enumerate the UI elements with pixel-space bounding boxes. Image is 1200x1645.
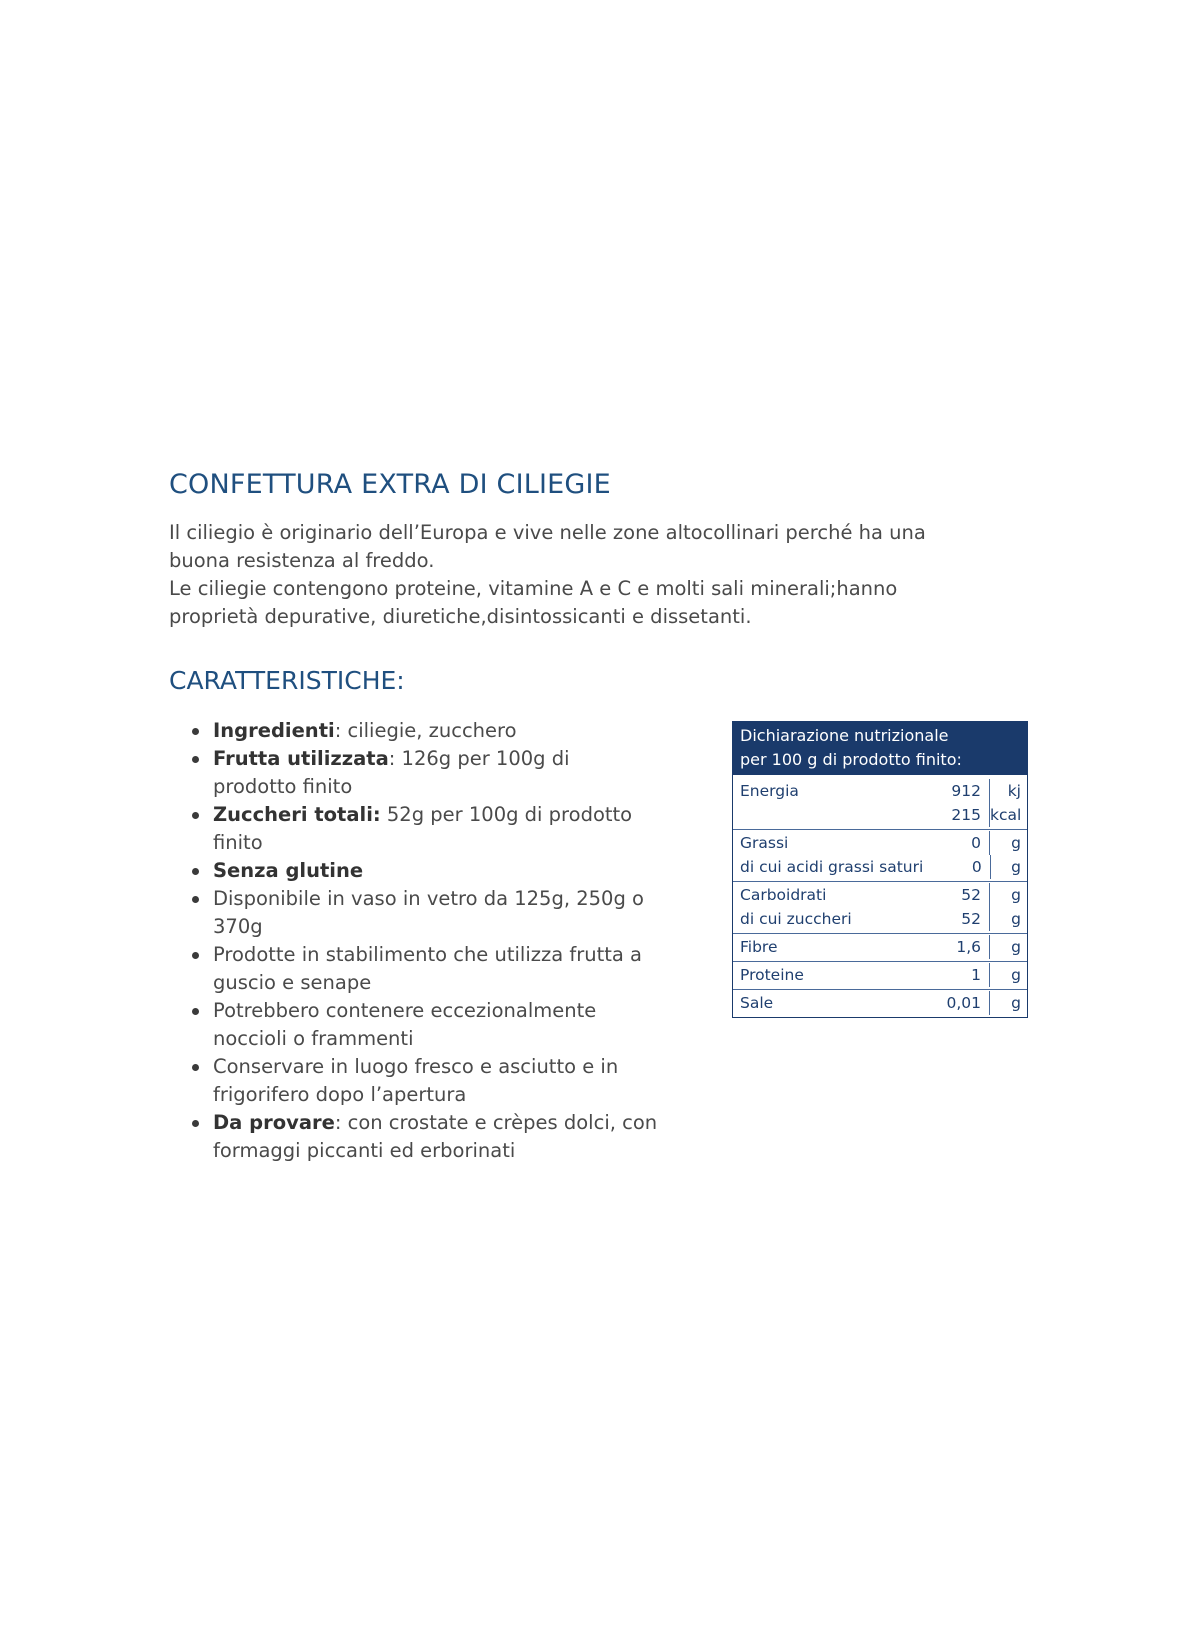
feature-text: Prodotte in stabilimento che utilizza frutta a guscio e senape [213,943,642,994]
features-list [169,717,658,1165]
feature-item [213,885,658,941]
nutrition-header [733,722,1027,775]
nutrition-group [733,990,1027,1017]
nutrition-row [733,991,1027,1015]
feature-text: : 126g per 100g di prodotto finito [213,747,570,798]
nutrition-label [733,803,921,827]
nutrition-unit: g [990,855,1027,879]
nutrition-row [733,907,1027,931]
page-title: CONFETTURA EXTRA DI CILIEGIE [169,469,611,500]
nutrition-label: Carboidrati [740,886,827,904]
nutrition-group [733,934,1027,962]
nutrition-label: di cui acidi grassi saturi [740,858,924,876]
nutrition-group [733,962,1027,990]
feature-label: Senza glutine [213,859,364,882]
feature-item [213,941,658,997]
nutrition-label: Grassi [740,834,789,852]
nutrition-row [733,831,1027,855]
nutrition-group [733,882,1027,934]
nutrition-row [733,779,1027,803]
feature-label: Ingredienti [213,719,335,742]
nutrition-label: Energia [740,782,799,800]
nutrition-unit: g [989,883,1027,907]
nutrition-row [733,963,1027,987]
nutrition-value: 912 [951,782,981,800]
feature-text: : ciliegie, zucchero [334,719,517,742]
intro-text [169,519,989,631]
nutrition-label: di cui zuccheri [740,910,852,928]
nutrition-row [733,855,1027,879]
nutrition-header-line-1: Dichiarazione nutrizionale [740,726,949,745]
feature-item [213,997,658,1053]
feature-label: Zuccheri totali: [213,803,381,826]
nutrition-unit: kj [989,779,1027,803]
nutrition-header-line-2: per 100 g di prodotto finito: [740,750,962,769]
nutrition-row [733,803,1027,827]
features-title: CARATTERISTICHE: [169,666,405,695]
feature-label: Frutta utilizzata [213,747,389,770]
intro-paragraph-2: Le ciliegie contengono proteine, vitamine A e C e molti sali minerali;hanno proprietà depurative, diuretiche,disintossicanti e dissetanti. [169,577,898,628]
feature-item [213,801,658,857]
nutrition-value: 215 [951,806,981,824]
nutrition-unit: g [989,831,1027,855]
feature-text: Conservare in luogo fresco e asciutto e in frigorifero dopo l’apertura [213,1055,619,1106]
nutrition-table [732,721,1028,1018]
feature-text: Potrebbero contenere eccezionalmente noccioli o frammenti [213,999,597,1050]
nutrition-body [733,775,1027,1017]
nutrition-value: 1 [971,966,981,984]
nutrition-label: Fibre [740,938,778,956]
nutrition-unit: g [989,907,1027,931]
nutrition-unit: g [989,935,1027,959]
nutrition-label: Proteine [740,966,804,984]
feature-label: Da provare [213,1111,335,1134]
feature-item [213,857,658,885]
nutrition-row [733,883,1027,907]
nutrition-unit: kcal [989,803,1027,827]
nutrition-group [733,778,1027,830]
product-sheet [169,468,1039,1165]
nutrition-value: 1,6 [956,938,981,956]
nutrition-group [733,830,1027,882]
nutrition-value: 52 [961,886,981,904]
nutrition-row [733,935,1027,959]
features-row [169,717,1039,1165]
nutrition-value: 0,01 [946,994,981,1012]
nutrition-value: 0 [971,858,982,876]
feature-item [213,1053,658,1109]
nutrition-value: 52 [961,910,981,928]
feature-item [213,1109,658,1165]
feature-text: 52g per 100g di prodotto finito [213,803,633,854]
nutrition-value: 0 [971,834,981,852]
feature-item [213,745,658,801]
feature-text: Disponibile in vaso in vetro da 125g, 250g o 370g [213,887,644,938]
nutrition-label: Sale [740,994,774,1012]
nutrition-unit: g [989,963,1027,987]
feature-text: : con crostate e crèpes dolci, con formaggi piccanti ed erborinati [213,1111,658,1162]
feature-item [213,717,658,745]
intro-paragraph-1: Il ciliegio è originario dell’Europa e vive nelle zone altocollinari perché ha una buona resistenza al freddo. [169,521,926,572]
nutrition-unit: g [989,991,1027,1015]
